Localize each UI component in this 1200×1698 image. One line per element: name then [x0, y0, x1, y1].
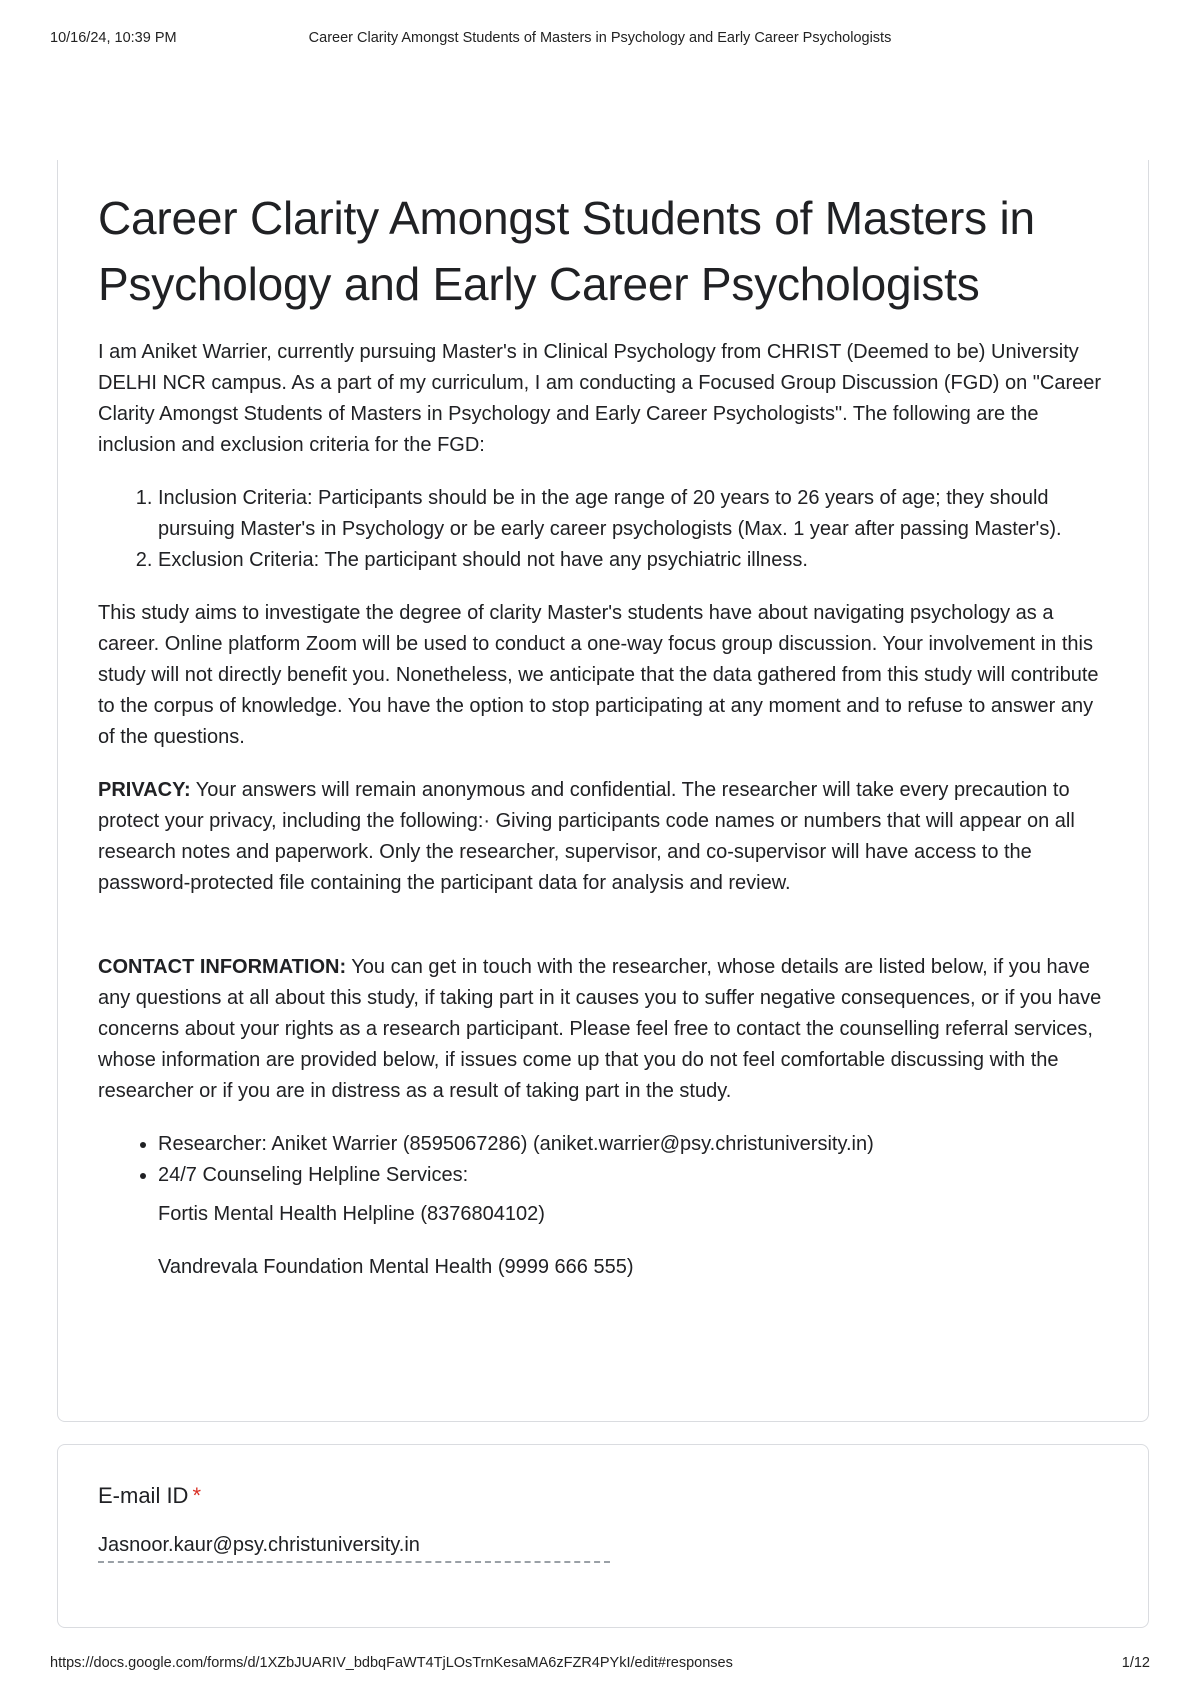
contact-list [98, 1129, 1112, 1191]
criteria-item-inclusion: 1. Inclusion Criteria: Participants should be in the age range of 20 years to 26 years of age; they should pursuing Master's in Psychology or be early career psychologists (Max. 1 year after passing Master's). [158, 483, 1112, 545]
email-label-text: E-mail ID [98, 1483, 189, 1508]
criteria-item-exclusion: 2. Exclusion Criteria: The participant should not have any psychiatric illness. [158, 545, 1112, 576]
email-question-label [98, 1483, 1112, 1509]
contact-paragraph [98, 952, 1112, 1107]
contact-item-helpline-services: • 24/7 Counseling Helpline Services: [158, 1160, 1112, 1191]
print-header [50, 30, 1150, 50]
contact-item-researcher: • Researcher: Aniket Warrier (8595067286) (aniket.warrier@psy.christuniversity.in) [158, 1129, 1112, 1160]
email-question-card [57, 1444, 1149, 1628]
print-url: https://docs.google.com/forms/d/1XZbJUARIV_bdbqFaWT4TjLOsTrnKesaMA6zFZR4PYkI/edit#responses [50, 1655, 733, 1671]
print-footer [50, 1655, 1150, 1675]
form-header-card [57, 160, 1149, 1422]
privacy-paragraph [98, 775, 1112, 899]
email-answer-field[interactable]: Jasnoor.kaur@psy.christuniversity.in [98, 1531, 610, 1563]
intro-paragraph: I am Aniket Warrier, currently pursuing Master's in Clinical Psychology from CHRIST (Deemed to be) University DELHI NCR campus. As a part of my curriculum, I am conducting a Focused Group Discussion (FGD) on "Career Clarity Amongst Students of Masters in Psychology and Early Career Psychologists". The following are the inclusion and exclusion criteria for the FGD: [98, 341, 1102, 456]
study-aim-paragraph: This study aims to investigate the degree of clarity Master's students have about navigating psychology as a career. Online platform Zoom will be used to conduct a one-way focus group discussion. Your involvement in this study will not directly benefit you. Nonetheless, we anticipate that the data gathered from this study will contribute to the corpus of knowledge. You have the option to stop participating at any moment and to refuse to answer any of the questions. [98, 602, 1099, 748]
contact-text: You can get in touch with the researcher, whose details are listed below, if you have any questions at all about this study, if taking part in it causes you to suffer negative consequences, or if you have concerns about your rights as a research participant. Please feel free to contact the counselling referral services, whose information are provided below, if issues come up that you do not feel comfortable discussing with the researcher or if you are in distress as a result of taking part in the study. [98, 956, 1102, 1102]
helpline-vandrevala: Vandrevala Foundation Mental Health (9999 666 555) [158, 1256, 634, 1278]
form-title: Career Clarity Amongst Students of Masters in Psychology and Early Career Psychologists [98, 192, 1035, 310]
criteria-list [98, 483, 1112, 576]
privacy-text: Your answers will remain anonymous and confidential. The researcher will take every precaution to protect your privacy, including the following:· Giving participants code names or numbers that will appear on all research notes and paperwork. Only the researcher, supervisor, and co-supervisor will have access to the password-protected file containing the participant data for analysis and review. [98, 779, 1075, 894]
contact-label: CONTACT INFORMATION: [98, 956, 347, 978]
helpline-fortis: Fortis Mental Health Helpline (8376804102) [158, 1203, 545, 1225]
print-date: 10/16/24, 10:39 PM [50, 30, 177, 46]
print-document-title: Career Clarity Amongst Students of Masters in Psychology and Early Career Psychologists [308, 30, 892, 46]
blank-line [98, 921, 1112, 952]
privacy-label: PRIVACY: [98, 779, 191, 801]
page-number: 1/12 [1121, 1655, 1150, 1671]
required-asterisk: * [192, 1483, 202, 1508]
form-description [98, 337, 1112, 1283]
